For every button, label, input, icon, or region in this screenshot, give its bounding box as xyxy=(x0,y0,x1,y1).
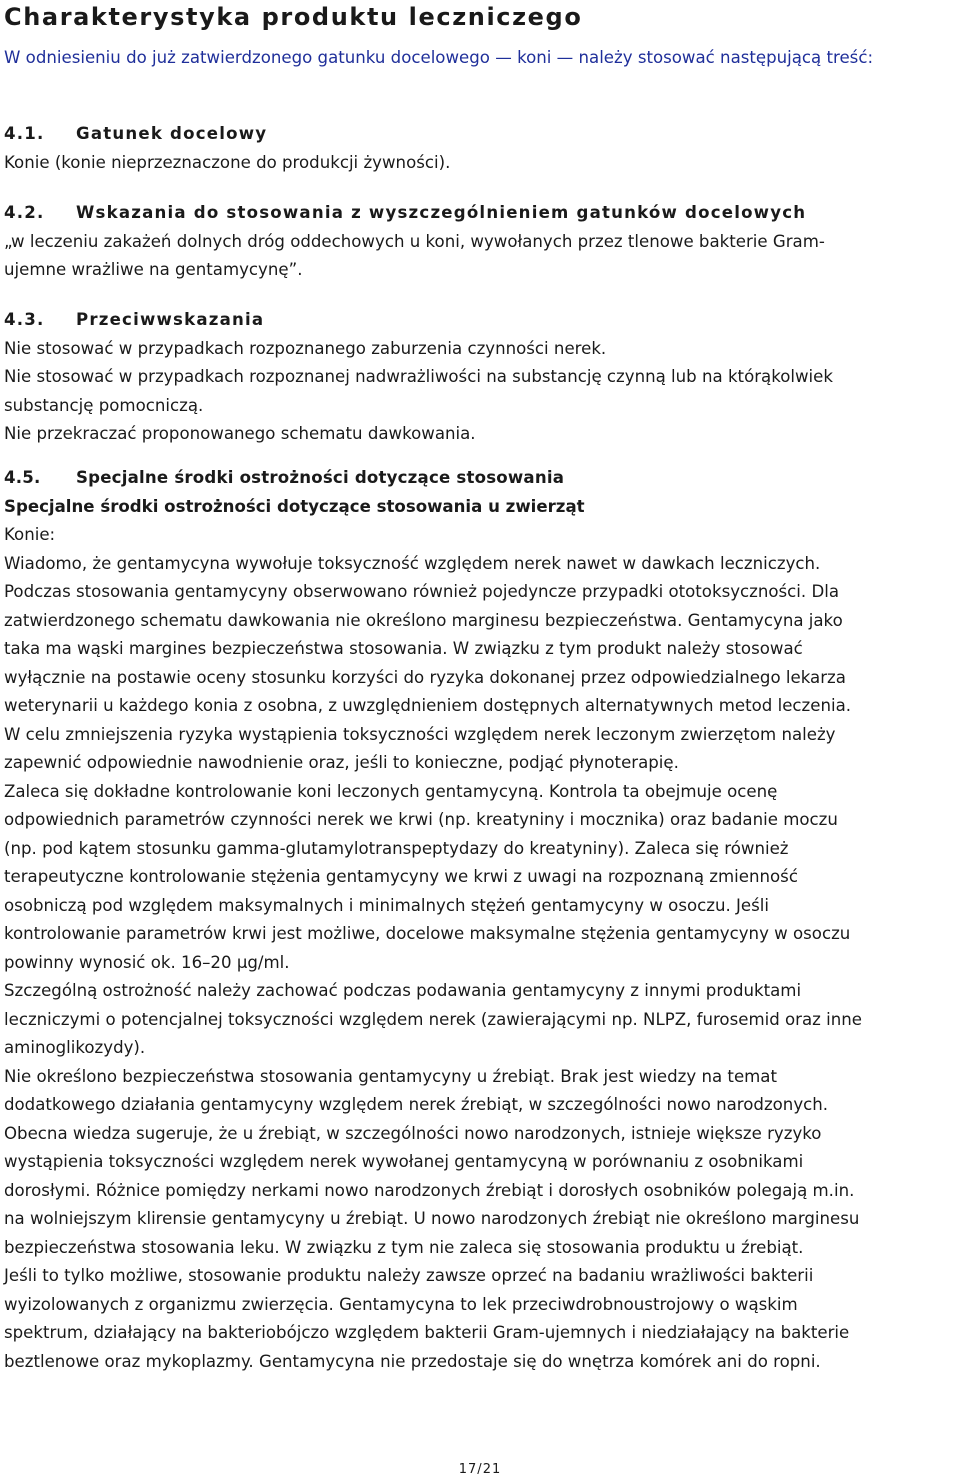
text-line: odpowiednich parametrów czynności nerek we krwi (np. kreatyniny i mocznika) oraz badanie moczu xyxy=(4,810,838,829)
text-line: (np. pod kątem stosunku gamma-glutamylotranspeptydazy do kreatyniny). Zaleca się również xyxy=(4,838,789,858)
text-line: Nie stosować w przypadkach rozpoznanej nadwrażliwości na substancję czynną lub na którąkolwiek xyxy=(4,367,833,386)
text-line: Podczas stosowania gentamycyny obserwowano również pojedyncze przypadki ototoksyczności. Dla xyxy=(4,582,840,601)
intro-paragraph: W odniesieniu do już zatwierdzonego gatunku docelowego — koni — należy stosować następującą treść: xyxy=(4,48,874,67)
text-line: Konie: xyxy=(4,525,56,544)
text-line: dodatkowego działania gentamycyny względem nerek źrebiąt, w szczególności nowo narodzonych. xyxy=(4,1095,829,1114)
section-title: Przeciwwskazania xyxy=(76,310,265,329)
text-line: W celu zmniejszenia ryzyka wystąpienia toksyczności względem nerek leczonym zwierzętom należy xyxy=(4,724,836,744)
text-line: weterynarii u każdego konia z osobna, z uwzględnieniem dostępnych alternatywnych metod leczenia. xyxy=(4,696,852,715)
subsection-heading: Specjalne środki ostrożności dotyczące stosowania u zwierząt xyxy=(4,496,585,516)
section-title: Wskazania do stosowania z wyszczególnieniem gatunków docelowych xyxy=(76,203,807,222)
text-line: zapewnić odpowiednie nawodnienie oraz, jeśli to konieczne, podjąć płynoterapię. xyxy=(4,753,679,772)
text-line: Wiadomo, że gentamycyna wywołuje toksyczność względem nerek nawet w dawkach leczniczych. xyxy=(4,553,821,573)
text-line: ujemne wrażliwe na gentamycynę”. xyxy=(4,260,303,279)
text-line: aminoglikozydy). xyxy=(4,1038,146,1057)
text-line: „w leczeniu zakażeń dolnych dróg oddechowych u koni, wywołanych przez tlenowe bakterie Gram- xyxy=(4,231,825,251)
text-line: kontrolowanie parametrów krwi jest możliwe, docelowe maksymalne stężenia gentamycyny w osoczu xyxy=(4,924,851,943)
section-4-1 xyxy=(4,120,956,177)
text-line: Jeśli to tylko możliwe, stosowanie produktu należy zawsze oprzeć na badaniu wrażliwości bakterii xyxy=(4,1266,814,1285)
section-heading xyxy=(4,120,956,149)
text-line: substancję pomocniczą. xyxy=(4,395,204,415)
section-heading xyxy=(4,199,956,228)
section-number: 4.3. xyxy=(4,310,45,329)
text-line: leczniczymi o potencjalnej toksyczności względem nerek (zawierającymi np. NLPZ, furosemid oraz inne xyxy=(4,1009,863,1029)
section-4-2 xyxy=(4,199,956,285)
text-line: Szczególną ostrożność należy zachować podczas podawania gentamycyny z innymi produktami xyxy=(4,981,802,1000)
text-line: Konie (konie nieprzeznaczone do produkcji żywności). xyxy=(4,152,451,172)
section-heading xyxy=(4,306,956,335)
text-line: spektrum, działający na bakteriobójczo względem bakterii Gram-ujemnych i niedziałający na bakterie xyxy=(4,1323,850,1342)
page-number: 17/21 xyxy=(458,1462,502,1477)
text-line: taka ma wąski margines bezpieczeństwa stosowania. W związku z tym produkt należy stosować xyxy=(4,639,803,658)
text-line: wyizolowanych z organizmu zwierzęcia. Gentamycyna to lek przeciwdrobnoustrojowy o wąskim xyxy=(4,1294,798,1314)
text-line: powinny wynosić ok. 16–20 µg/ml. xyxy=(4,952,290,972)
text-line: osobniczą pod względem maksymalnych i minimalnych stężeń gentamycyny w osoczu. Jeśli xyxy=(4,895,769,915)
section-number: 4.2. xyxy=(4,203,45,222)
section-number: 4.5. xyxy=(4,468,41,487)
text-line: bezpieczeństwa stosowania leku. W związku z tym nie zaleca się stosowania produktu u źrebiąt. xyxy=(4,1237,804,1257)
text-line: Nie przekraczać proponowanego schematu dawkowania. xyxy=(4,424,476,443)
text-line: dorosłymi. Różnice pomiędzy nerkami nowo narodzonych źrebiąt i dorosłych osobników polegają m.in. xyxy=(4,1180,855,1200)
text-line: wystąpienia toksyczności względem nerek wywołanej gentamycyną w porównaniu z osobnikami xyxy=(4,1152,804,1171)
text-line: beztlenowe oraz mykoplazmy. Gentamycyna nie przedostaje się do wnętrza komórek ani do ropni. xyxy=(4,1351,821,1371)
text-line: Nie określono bezpieczeństwa stosowania gentamycyny u źrebiąt. Brak jest wiedzy na temat xyxy=(4,1066,777,1086)
section-heading xyxy=(4,464,956,493)
section-number: 4.1. xyxy=(4,124,45,143)
section-4-3 xyxy=(4,306,956,449)
text-line: Obecna wiedza sugeruje, że u źrebiąt, w szczególności nowo narodzonych, istnieje większe ryzyko xyxy=(4,1123,822,1143)
text-line: na wolniejszym klirensie gentamycyny u źrebiąt. U nowo narodzonych źrebiąt nie określono marginesu xyxy=(4,1209,860,1228)
text-line: zatwierdzonego schematu dawkowania nie określono marginesu bezpieczeństwa. Gentamycyna jako xyxy=(4,610,843,630)
text-line: terapeutyczne kontrolowanie stężenia gentamycyny we krwi z uwagi na rozpoznaną zmienność xyxy=(4,867,798,886)
text-line: Nie stosować w przypadkach rozpoznanego zaburzenia czynności nerek. xyxy=(4,338,607,358)
text-line: wyłącznie na postawie oceny stosunku korzyści do ryzyka dokonanej przez odpowiedzialnego lekarza xyxy=(4,667,846,687)
section-title: Specjalne środki ostrożności dotyczące stosowania xyxy=(76,468,565,487)
section-title: Gatunek docelowy xyxy=(76,124,268,143)
section-4-5 xyxy=(4,464,956,1376)
document-title: Charakterystyka produktu leczniczego xyxy=(4,3,583,31)
text-line: Zaleca się dokładne kontrolowanie koni leczonych gentamycyną. Kontrola ta obejmuje ocenę xyxy=(4,781,778,801)
